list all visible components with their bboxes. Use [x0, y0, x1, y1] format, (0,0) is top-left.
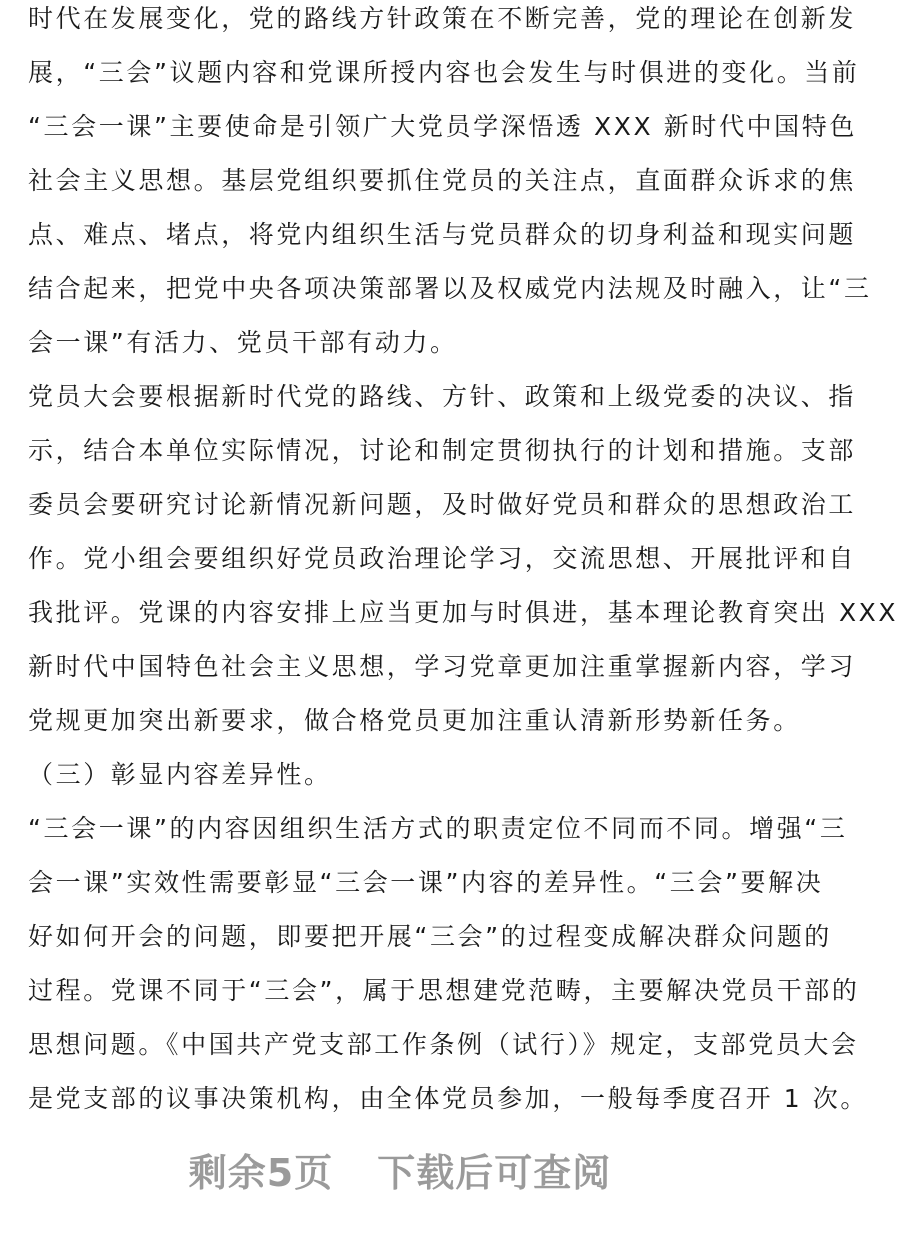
text-line-8: 党员大会要根据新时代党的路线、方针、政策和上级党委的决议、指: [28, 382, 857, 411]
text-line-14: 党规更加突出新要求，做合格党员更加注重认清新形势新任务。: [28, 706, 801, 735]
text-line-6: 结合起来，把党中央各项决策部署以及权威党内法规及时融入，让“三: [28, 274, 872, 303]
text-line-2: 展，“三会”议题内容和党课所授内容也会发生与时俱进的变化。当前: [28, 58, 860, 87]
text-line-12: 我批评。党课的内容安排上应当更加与时俱进，基本理论教育突出 XXX: [28, 598, 898, 627]
text-line-17: 会一课”实效性需要彰显“三会一课”内容的差异性。“三会”要解决: [28, 868, 824, 897]
section-heading: （三）彰显内容差异性。: [28, 760, 332, 789]
remaining-pages-label: 剩余5页: [188, 1151, 334, 1195]
text-line-21: 是党支部的议事决策机构，由全体党员参加，一般每季度召开 1 次。: [28, 1084, 869, 1113]
text-line-10: 委员会要研究讨论新情况新问题，及时做好党员和群众的思想政治工: [28, 490, 857, 519]
text-line-5: 点、难点、堵点，将党内组织生活与党员群众的切身利益和现实问题: [28, 220, 857, 249]
download-prompt[interactable]: [0, 1142, 800, 1197]
text-line-1: 时代在发展变化，党的路线方针政策在不断完善，党的理论在创新发: [28, 4, 857, 33]
text-line-3: “三会一课”主要使命是引领广大党员学深悟透 XXX 新时代中国特色: [28, 112, 857, 141]
download-hint-label: 下载后可查阅: [377, 1151, 612, 1195]
text-line-7: 会一课”有活力、党员干部有动力。: [28, 328, 458, 357]
text-line-20: 思想问题。《中国共产党支部工作条例（试行）》规定，支部党员大会: [28, 1030, 859, 1059]
text-line-19: 过程。党课不同于“三会”，属于思想建党范畴，主要解决党员干部的: [28, 976, 860, 1005]
document-body: [28, 0, 898, 1126]
text-line-9: 示，结合本单位实际情况，讨论和制定贯彻执行的计划和措施。支部: [28, 436, 857, 465]
text-line-4: 社会主义思想。基层党组织要抓住党员的关注点，直面群众诉求的焦: [28, 166, 857, 195]
text-line-18: 好如何开会的问题，即要把开展“三会”的过程变成解决群众问题的: [28, 922, 832, 951]
text-line-13: 新时代中国特色社会主义思想，学习党章更加注重掌握新内容，学习: [28, 652, 857, 681]
text-line-16: “三会一课”的内容因组织生活方式的职责定位不同而不同。增强“三: [28, 814, 848, 843]
text-line-11: 作。党小组会要组织好党员政治理论学习，交流思想、开展批评和自: [28, 544, 857, 573]
